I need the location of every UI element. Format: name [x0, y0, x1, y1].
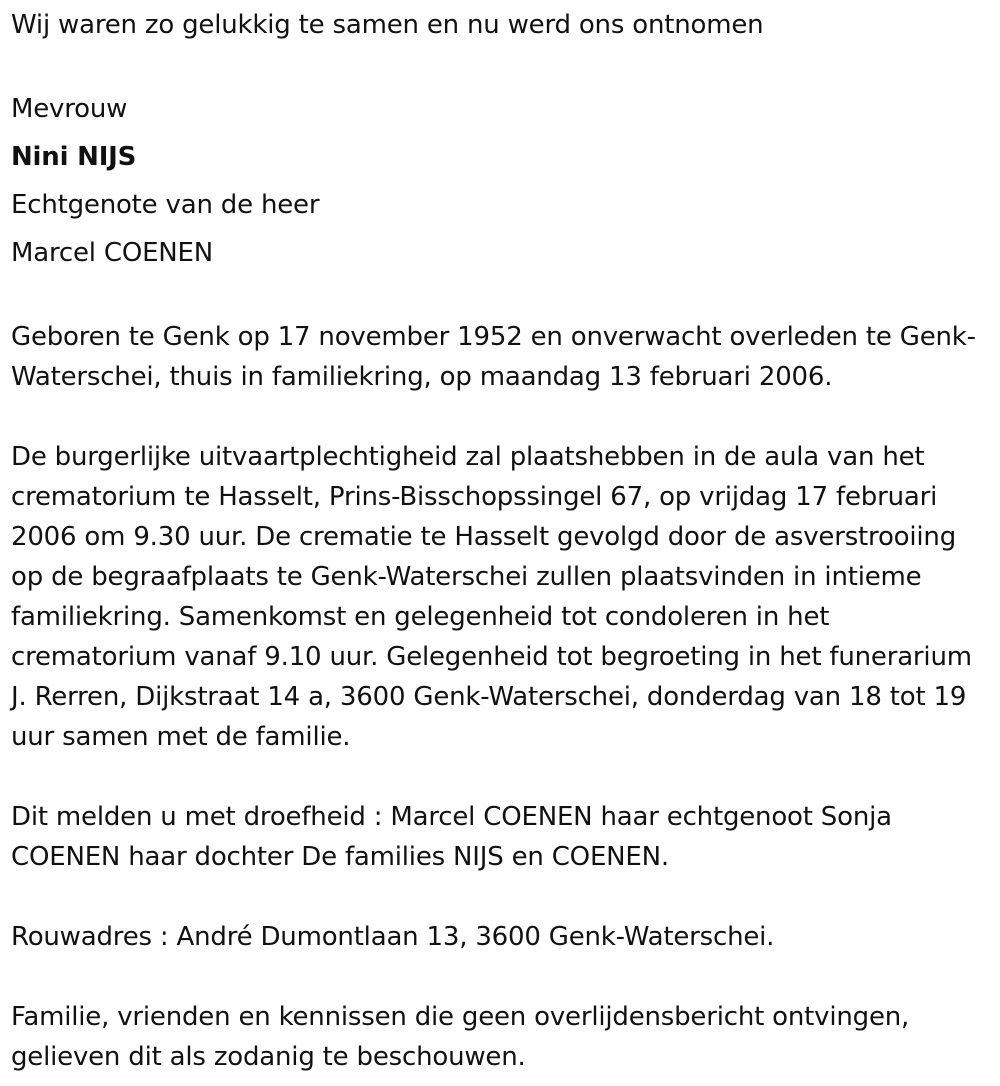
birth-death-paragraph: Geboren te Genk op 17 november 1952 en onverwacht overleden te Genk-Waterschei, thuis in familiekring, op maandag 13 februari 2006.: [11, 322, 976, 392]
spouse-title: Echtgenote van de heer: [11, 190, 320, 220]
ceremony-paragraph: De burgerlijke uitvaartplechtigheid zal plaatshebben in de aula van het crematorium te Hasselt, Prins-Bisschopssingel 67, op vrijdag 17 februari 2006 om 9.30 uur. De crematie te Hasselt gevolgd door de asverstrooiing op de begraafplaats te Genk-Waterschei zullen plaatsvinden in intieme familiekring. Samenkomst en gelegenheid tot condoleren in het crematorium vanaf 9.10 uur. Gelegenheid tot begroeting in het funerarium J. Rerren, Dijkstraat 14 a, 3600 Genk-Waterschei, donderdag van 18 tot 19 uur samen met de familie.: [11, 442, 972, 752]
death-notice: [11, 5, 986, 1077]
opening-line: Wij waren zo gelukkig te samen en nu werd ons ontnomen: [11, 10, 764, 40]
salutation: Mevrouw: [11, 94, 128, 124]
spouse-name: Marcel COENEN: [11, 238, 214, 268]
mourning-address: Rouwadres : André Dumontlaan 13, 3600 Genk-Waterschei.: [11, 922, 775, 952]
announcement-paragraph: Dit melden u met droefheid : Marcel COENEN haar echtgenoot Sonja COENEN haar dochter De families NIJS en COENEN.: [11, 802, 892, 872]
deceased-name: Nini NIJS: [11, 142, 137, 172]
closing-note: Familie, vrienden en kennissen die geen overlijdensbericht ontvingen, gelieven dit als zodanig te beschouwen.: [11, 1002, 910, 1072]
